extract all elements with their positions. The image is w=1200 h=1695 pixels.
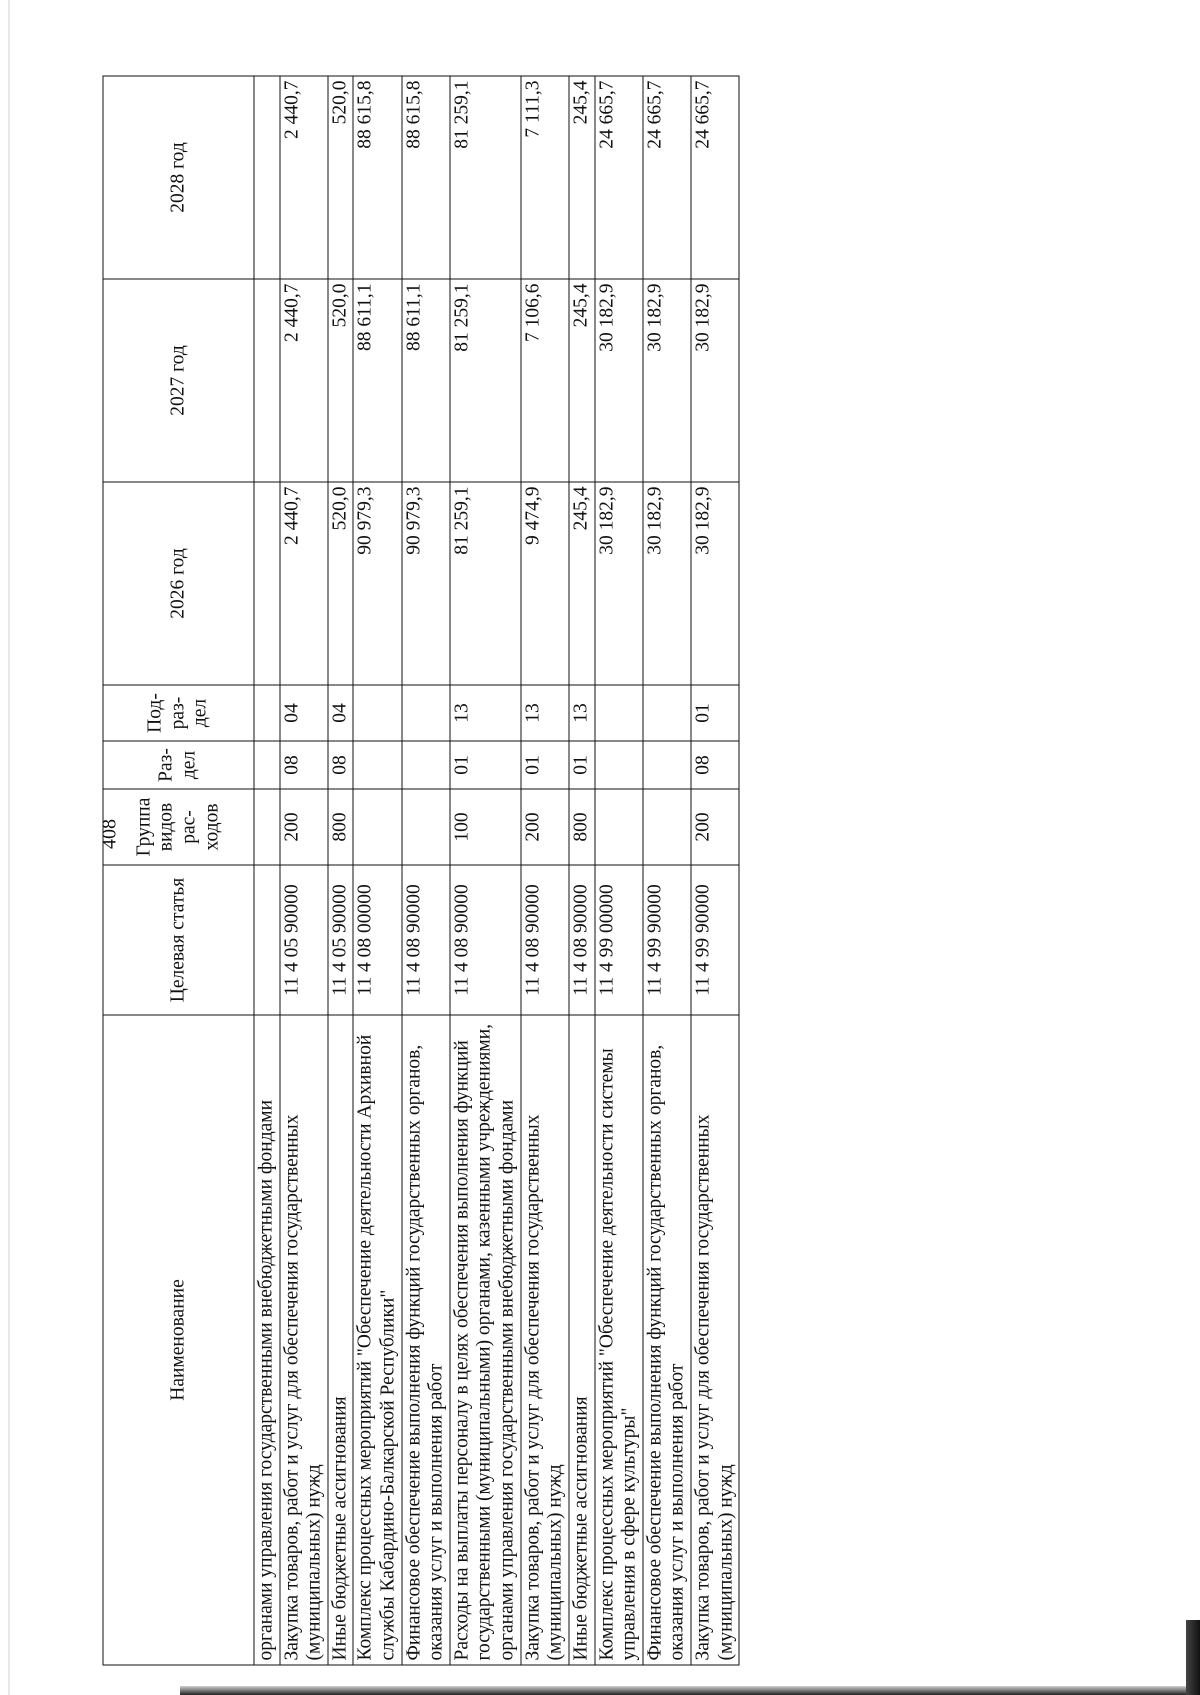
row-article: 11 4 08 90000 xyxy=(402,865,450,1015)
scan-artifact-bottom xyxy=(180,1686,1200,1695)
row-section xyxy=(595,741,643,789)
row-value-2028: 520,0 xyxy=(328,76,354,279)
row-group xyxy=(254,789,280,865)
table-row xyxy=(521,76,569,1665)
row-value-2027 xyxy=(254,279,280,482)
row-value-2027: 2 440,7 xyxy=(280,279,328,482)
row-name: Иные бюджетные ассигнования xyxy=(328,1015,354,1665)
row-value-2028: 81 259,1 xyxy=(450,76,521,279)
row-name: Комплекс процессных мероприятий "Обеспечение деятельности системы управления в сфере культуры" xyxy=(595,1015,643,1665)
row-section: 08 xyxy=(328,741,354,789)
table-row xyxy=(643,76,691,1665)
row-value-2028: 24 665,7 xyxy=(595,76,643,279)
row-value-2026: 30 182,9 xyxy=(595,482,643,685)
row-section: 08 xyxy=(691,741,739,789)
row-value-2026: 245,4 xyxy=(569,482,595,685)
table-row xyxy=(569,76,595,1665)
row-group: 200 xyxy=(691,789,739,865)
row-article: 11 4 99 90000 xyxy=(643,865,691,1015)
row-group xyxy=(402,789,450,865)
row-article: 11 4 05 90000 xyxy=(328,865,354,1015)
row-section: 01 xyxy=(569,741,595,789)
row-subsection xyxy=(595,685,643,741)
row-article: 11 4 08 90000 xyxy=(450,865,521,1015)
row-article: 11 4 99 90000 xyxy=(691,865,739,1015)
row-section xyxy=(254,741,280,789)
row-group: 200 xyxy=(280,789,328,865)
row-group: 100 xyxy=(450,789,521,865)
row-value-2028: 2 440,7 xyxy=(280,76,328,279)
rotated-page-content xyxy=(103,76,1018,1666)
row-name: Финансовое обеспечение выполнения функций государственных органов, оказания услуг и выполнения работ xyxy=(402,1015,450,1665)
row-article xyxy=(254,865,280,1015)
row-group xyxy=(353,789,401,865)
row-group xyxy=(643,789,691,865)
header-2026: 2026 год xyxy=(103,482,254,685)
budget-table xyxy=(103,76,740,1666)
row-value-2027: 30 182,9 xyxy=(691,279,739,482)
row-article: 11 4 05 90000 xyxy=(280,865,328,1015)
row-value-2028: 7 111,3 xyxy=(521,76,569,279)
header-group: Группа видов рас-ходов xyxy=(103,789,254,865)
row-article: 11 4 99 00000 xyxy=(595,865,643,1015)
table-row xyxy=(254,76,280,1665)
row-value-2027: 81 259,1 xyxy=(450,279,521,482)
table-row xyxy=(280,76,328,1665)
row-article: 11 4 08 90000 xyxy=(569,865,595,1015)
row-subsection: 13 xyxy=(569,685,595,741)
table-row xyxy=(595,76,643,1665)
row-value-2028 xyxy=(254,76,280,279)
row-name: Закупка товаров, работ и услуг для обеспечения государственных (муниципальных) нужд xyxy=(691,1015,739,1665)
header-row xyxy=(103,76,254,1665)
row-article: 11 4 08 90000 xyxy=(521,865,569,1015)
row-value-2026 xyxy=(254,482,280,685)
row-subsection xyxy=(254,685,280,741)
row-subsection: 13 xyxy=(450,685,521,741)
row-value-2026: 2 440,7 xyxy=(280,482,328,685)
row-value-2028: 24 665,7 xyxy=(643,76,691,279)
row-name: Финансовое обеспечение выполнения функций государственных органов, оказания услуг и выполнения работ xyxy=(643,1015,691,1665)
row-value-2027: 88 611,1 xyxy=(402,279,450,482)
row-group: 800 xyxy=(569,789,595,865)
row-subsection xyxy=(643,685,691,741)
row-section xyxy=(402,741,450,789)
row-subsection: 13 xyxy=(521,685,569,741)
table-row xyxy=(691,76,739,1665)
row-value-2028: 245,4 xyxy=(569,76,595,279)
row-value-2027: 30 182,9 xyxy=(643,279,691,482)
row-section: 01 xyxy=(521,741,569,789)
row-group xyxy=(595,789,643,865)
row-value-2028: 88 615,8 xyxy=(353,76,401,279)
row-subsection: 04 xyxy=(280,685,328,741)
table-row xyxy=(450,76,521,1665)
row-value-2028: 88 615,8 xyxy=(402,76,450,279)
row-value-2027: 520,0 xyxy=(328,279,354,482)
row-value-2026: 9 474,9 xyxy=(521,482,569,685)
row-subsection xyxy=(402,685,450,741)
row-value-2027: 7 106,6 xyxy=(521,279,569,482)
table-row xyxy=(328,76,354,1665)
table-row xyxy=(402,76,450,1665)
row-value-2027: 88 611,1 xyxy=(353,279,401,482)
row-value-2028: 24 665,7 xyxy=(691,76,739,279)
row-value-2026: 90 979,3 xyxy=(402,482,450,685)
table-body xyxy=(254,76,739,1665)
row-value-2026: 81 259,1 xyxy=(450,482,521,685)
row-subsection: 01 xyxy=(691,685,739,741)
row-value-2026: 30 182,9 xyxy=(691,482,739,685)
table-header xyxy=(103,76,254,1665)
row-name: Расходы на выплаты персоналу в целях обеспечения выполнения функций государственными (муниципальными) органами, казенными учреждениями, органами управления государственными внебюджетными фондами xyxy=(450,1015,521,1665)
header-subsection: Под-раз-дел xyxy=(103,685,254,741)
row-section: 01 xyxy=(450,741,521,789)
row-value-2026: 520,0 xyxy=(328,482,354,685)
row-subsection: 04 xyxy=(328,685,354,741)
row-value-2027: 245,4 xyxy=(569,279,595,482)
scan-artifact-corner xyxy=(1186,1620,1200,1695)
page-number: 408 xyxy=(98,819,121,849)
row-name: Иные бюджетные ассигнования xyxy=(569,1015,595,1665)
scan-edge-left xyxy=(8,0,10,1695)
table-row xyxy=(353,76,401,1665)
row-group: 200 xyxy=(521,789,569,865)
row-value-2026: 30 182,9 xyxy=(643,482,691,685)
row-name: Закупка товаров, работ и услуг для обеспечения государственных (муниципальных) нужд xyxy=(521,1015,569,1665)
header-2028: 2028 год xyxy=(103,76,254,279)
header-article: Целевая статья xyxy=(103,865,254,1015)
row-group: 800 xyxy=(328,789,354,865)
header-2027: 2027 год xyxy=(103,279,254,482)
header-name: Наименование xyxy=(103,1015,254,1665)
row-name: органами управления государственными внебюджетными фондами xyxy=(254,1015,280,1665)
row-value-2027: 30 182,9 xyxy=(595,279,643,482)
row-subsection xyxy=(353,685,401,741)
row-name: Закупка товаров, работ и услуг для обеспечения государственных (муниципальных) нужд xyxy=(280,1015,328,1665)
row-section xyxy=(643,741,691,789)
row-section xyxy=(353,741,401,789)
row-value-2026: 90 979,3 xyxy=(353,482,401,685)
row-section: 08 xyxy=(280,741,328,789)
row-article: 11 4 08 00000 xyxy=(353,865,401,1015)
header-section: Раз-дел xyxy=(103,741,254,789)
row-name: Комплекс процессных мероприятий "Обеспечение деятельности Архивной службы Кабардино-Балкарской Республики" xyxy=(353,1015,401,1665)
